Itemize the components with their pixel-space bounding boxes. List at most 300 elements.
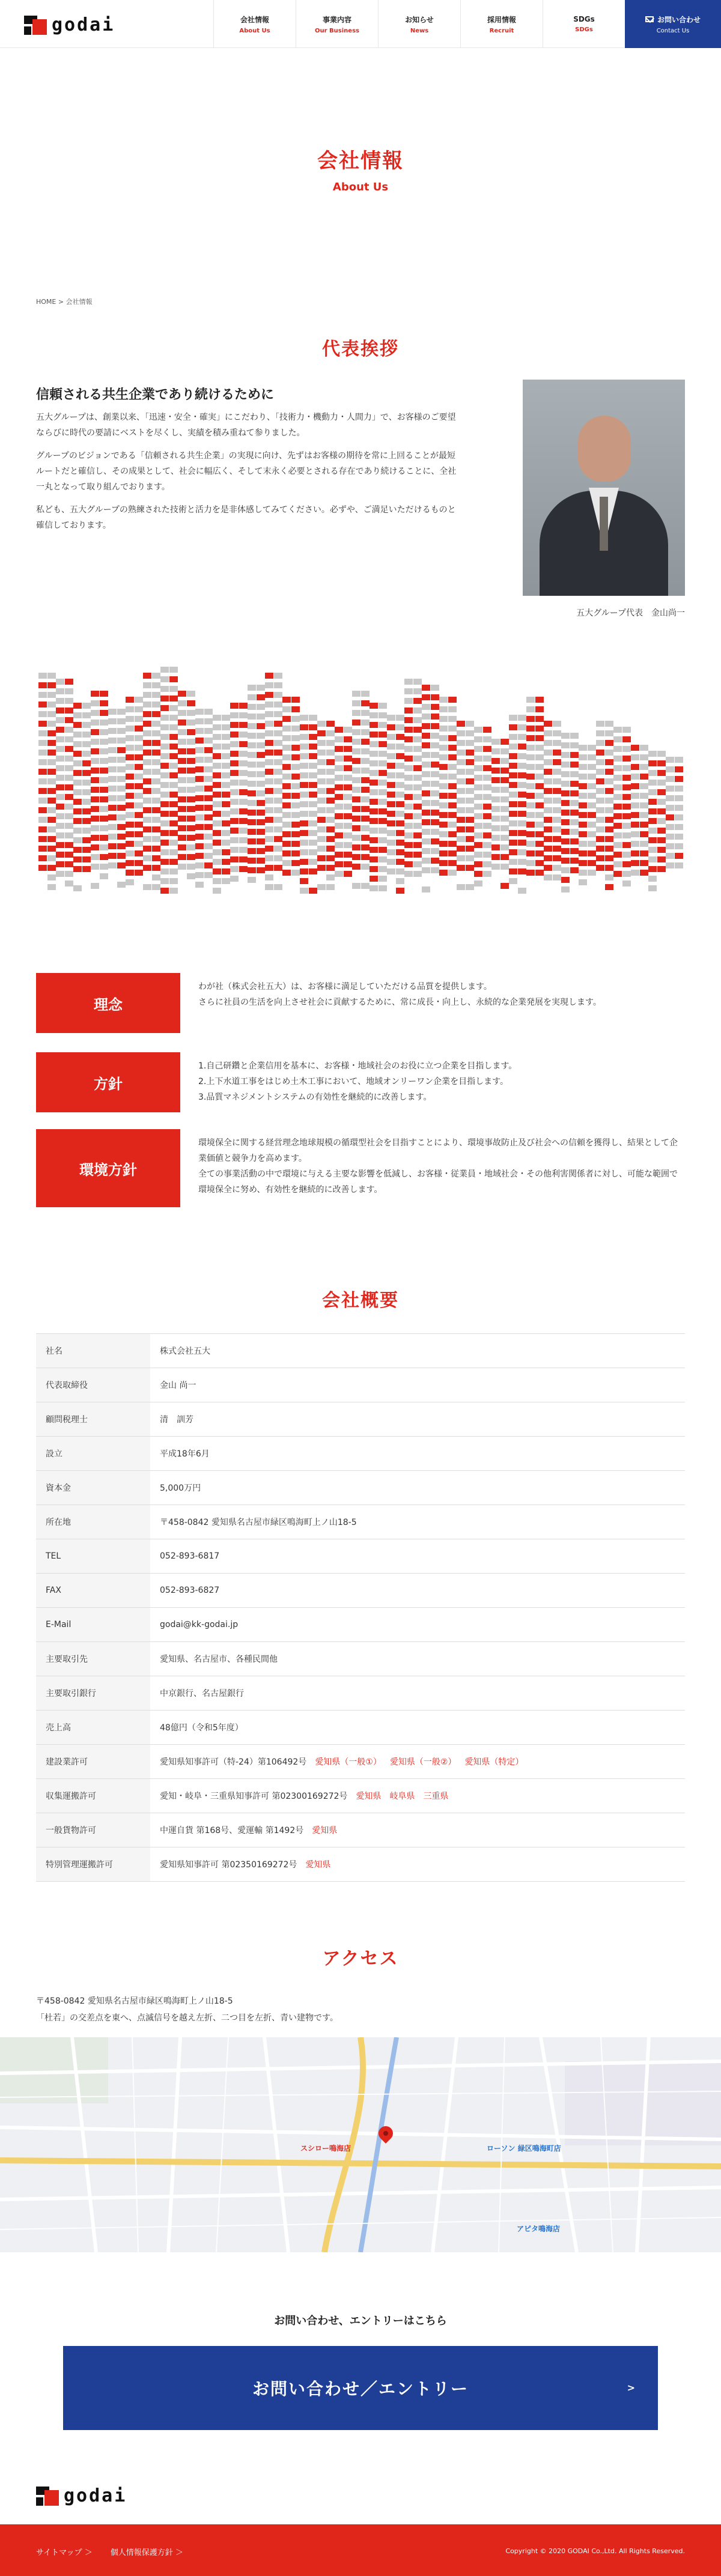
skyline-tile bbox=[230, 847, 239, 853]
skyline-tile bbox=[152, 673, 160, 679]
skyline-tile bbox=[257, 867, 265, 873]
skyline-tile bbox=[422, 714, 430, 720]
skyline-tile bbox=[187, 835, 195, 841]
skyline-tile bbox=[38, 778, 47, 784]
skyline-tile bbox=[204, 776, 213, 782]
skyline-tile bbox=[352, 758, 360, 764]
skyline-tile bbox=[56, 708, 64, 714]
ceo-photo bbox=[523, 380, 685, 596]
access-map[interactable] bbox=[0, 2037, 721, 2252]
skyline-tile bbox=[439, 726, 448, 732]
skyline-tile bbox=[579, 764, 587, 770]
skyline-tile bbox=[457, 817, 465, 823]
skyline-tile bbox=[648, 808, 657, 814]
skyline-tile bbox=[526, 822, 535, 828]
logo[interactable] bbox=[24, 16, 115, 35]
skyline-tile bbox=[483, 765, 491, 771]
skyline-tile bbox=[152, 874, 160, 880]
skyline-tile bbox=[47, 846, 56, 852]
skyline-tile bbox=[640, 745, 648, 751]
map-label: アピタ鳴海店 bbox=[517, 2225, 561, 2233]
skyline-tile bbox=[65, 813, 73, 819]
skyline-tile bbox=[143, 798, 151, 804]
skyline-tile bbox=[352, 816, 360, 822]
skyline-tile bbox=[431, 685, 439, 691]
skyline-tile bbox=[370, 847, 378, 853]
skyline-tile bbox=[178, 854, 186, 860]
skyline-tile bbox=[300, 734, 308, 740]
skyline-tile bbox=[73, 760, 82, 766]
skyline-tile bbox=[413, 775, 422, 781]
skyline-tile bbox=[195, 728, 204, 734]
skyline-tile bbox=[126, 745, 134, 751]
skyline-tile bbox=[248, 781, 256, 787]
skyline-tile bbox=[483, 861, 491, 867]
skyline-tile bbox=[335, 727, 343, 733]
skyline-tile bbox=[47, 750, 56, 756]
skyline-tile bbox=[309, 849, 317, 855]
row-key: 特別管理運搬許可 bbox=[36, 1847, 150, 1882]
skyline-tile bbox=[605, 778, 613, 784]
skyline-tile bbox=[666, 805, 674, 811]
skyline-tile bbox=[204, 853, 213, 859]
breadcrumb[interactable]: HOME > 会社情報 bbox=[36, 298, 93, 306]
skyline-tile bbox=[526, 841, 535, 847]
skyline-tile bbox=[361, 883, 370, 889]
skyline-tile bbox=[274, 826, 282, 832]
skyline-tile bbox=[257, 848, 265, 854]
skyline-tile bbox=[291, 802, 300, 808]
skyline-tile bbox=[648, 885, 657, 891]
skyline-tile bbox=[526, 850, 535, 856]
nav-business[interactable]: 事業内容 Our Business bbox=[296, 0, 378, 48]
skyline-tile bbox=[561, 781, 570, 787]
skyline-tile bbox=[204, 814, 213, 820]
access-text bbox=[36, 1993, 338, 2026]
skyline-tile bbox=[100, 748, 108, 754]
skyline-tile bbox=[361, 854, 370, 860]
skyline-tile bbox=[344, 794, 352, 800]
skyline-tile bbox=[474, 880, 482, 886]
skyline-tile bbox=[257, 742, 265, 748]
skyline-tile bbox=[195, 882, 204, 888]
skyline-tile bbox=[526, 726, 535, 732]
skyline-tile bbox=[65, 823, 73, 829]
skyline-tile bbox=[387, 744, 395, 750]
skyline-tile bbox=[396, 763, 404, 769]
skyline-tile bbox=[274, 730, 282, 736]
skyline-tile bbox=[38, 740, 47, 746]
skyline-tile bbox=[596, 759, 604, 765]
skyline-tile bbox=[282, 870, 291, 876]
skyline-tile bbox=[126, 735, 134, 741]
skyline-tile bbox=[100, 758, 108, 764]
skyline-tile bbox=[82, 770, 91, 776]
skyline-tile bbox=[230, 780, 239, 786]
skyline-tile bbox=[379, 770, 387, 776]
skyline-tile bbox=[413, 717, 422, 723]
table-row bbox=[36, 1642, 685, 1676]
skyline-tile bbox=[613, 736, 622, 742]
chevron-right-icon: > bbox=[627, 2382, 636, 2393]
skyline-tile bbox=[91, 816, 99, 822]
skyline-tile bbox=[326, 740, 335, 746]
skyline-tile bbox=[570, 867, 579, 873]
skyline-tile bbox=[257, 800, 265, 806]
skyline-tile bbox=[169, 840, 178, 846]
skyline-tile bbox=[47, 884, 56, 890]
skyline-tile bbox=[370, 876, 378, 882]
nav-recruit[interactable]: 採用情報 Recruit bbox=[460, 0, 543, 48]
skyline-tile bbox=[230, 732, 239, 738]
skyline-tile bbox=[526, 764, 535, 770]
row-key: 資本金 bbox=[36, 1471, 150, 1505]
skyline-tile bbox=[152, 865, 160, 871]
skyline-tile bbox=[47, 721, 56, 727]
skyline-tile bbox=[553, 788, 561, 794]
skyline-tile bbox=[143, 836, 151, 842]
skyline-tile bbox=[91, 854, 99, 860]
skyline-tile bbox=[361, 700, 370, 706]
skyline-tile bbox=[553, 730, 561, 736]
skyline-tile bbox=[230, 856, 239, 862]
skyline-tile bbox=[239, 741, 248, 747]
skyline-tile bbox=[379, 741, 387, 747]
skyline-tile bbox=[143, 740, 151, 746]
skyline-tile bbox=[108, 786, 117, 792]
skyline-tile bbox=[648, 837, 657, 843]
row-key: TEL bbox=[36, 1539, 150, 1574]
skyline-tile bbox=[379, 789, 387, 795]
skyline-tile bbox=[326, 750, 335, 756]
skyline-tile bbox=[553, 865, 561, 871]
skyline-tile bbox=[300, 830, 308, 836]
skyline-tile bbox=[126, 716, 134, 722]
row-value: 052-893-6827 bbox=[150, 1574, 685, 1608]
skyline-tile bbox=[588, 783, 596, 789]
skyline-tile bbox=[361, 844, 370, 850]
skyline-tile bbox=[291, 716, 300, 722]
skyline-tile bbox=[47, 865, 56, 871]
skyline-tile bbox=[91, 720, 99, 726]
skyline-tile bbox=[169, 888, 178, 894]
skyline-tile bbox=[291, 774, 300, 780]
page-title-jp: 会社情報 bbox=[317, 149, 404, 173]
skyline-tile bbox=[300, 782, 308, 788]
skyline-tile bbox=[117, 805, 126, 811]
skyline-tile bbox=[404, 679, 413, 685]
skyline-tile bbox=[579, 745, 587, 751]
skyline-tile bbox=[491, 825, 500, 831]
skyline-tile bbox=[352, 835, 360, 841]
skyline-tile bbox=[448, 841, 457, 847]
skyline-tile bbox=[230, 760, 239, 766]
nav-sdgs[interactable]: SDGs SDGs bbox=[543, 0, 625, 48]
skyline-tile bbox=[135, 860, 143, 866]
privacy-policy-link[interactable]: 個人情報保護方針 ＞ bbox=[110, 2548, 183, 2557]
greeting-paragraph: 私ども、五大グループの熟練された技術と活力を是非体感してみてください。必ずや、ご満足いただけるものと確信しております。 bbox=[36, 505, 456, 530]
skyline-tile bbox=[117, 728, 126, 734]
skyline-tile bbox=[326, 807, 335, 813]
skyline-tile bbox=[73, 799, 82, 805]
skyline-tile bbox=[535, 735, 544, 741]
skyline-tile bbox=[439, 783, 448, 789]
skyline-tile bbox=[344, 736, 352, 742]
skyline-tile bbox=[344, 784, 352, 790]
skyline-tile bbox=[439, 745, 448, 751]
skyline-tile bbox=[491, 748, 500, 754]
skyline-tile bbox=[126, 774, 134, 780]
skyline-tile bbox=[666, 862, 674, 868]
skyline-tile bbox=[648, 780, 657, 786]
skyline-tile bbox=[535, 726, 544, 732]
skyline-tile bbox=[300, 888, 308, 894]
skyline-tile bbox=[169, 820, 178, 826]
skyline-tile bbox=[544, 769, 552, 775]
skyline-tile bbox=[38, 769, 47, 775]
skyline-tile bbox=[570, 762, 579, 768]
skyline-tile bbox=[657, 837, 666, 843]
row-key: 代表取締役 bbox=[36, 1368, 150, 1402]
skyline-tile bbox=[544, 874, 552, 880]
row-value: 愛知・岐阜・三重県知事許可 第02300169272号 愛知県 岐阜県 三重県 bbox=[150, 1779, 685, 1813]
skyline-tile bbox=[274, 721, 282, 727]
footer-logo[interactable] bbox=[36, 2487, 127, 2506]
skyline-tile bbox=[535, 793, 544, 799]
skyline-tile bbox=[344, 804, 352, 810]
skyline-tile bbox=[466, 730, 474, 736]
skyline-tile bbox=[509, 801, 517, 807]
policy-row bbox=[36, 1052, 685, 1112]
skyline-tile bbox=[544, 759, 552, 765]
skyline-tile bbox=[431, 867, 439, 873]
skyline-tile bbox=[73, 751, 82, 757]
copyright: Copyright © 2020 GODAI Co.,Ltd. All Rights Reserved. bbox=[505, 2547, 685, 2555]
skyline-tile bbox=[387, 830, 395, 836]
skyline-tile bbox=[248, 771, 256, 777]
skyline-tile bbox=[509, 724, 517, 730]
skyline-tile bbox=[65, 871, 73, 877]
skyline-tile bbox=[300, 715, 308, 721]
skyline-tile bbox=[448, 754, 457, 760]
skyline-tile bbox=[300, 753, 308, 759]
skyline-tile bbox=[526, 802, 535, 808]
skyline-tile bbox=[222, 878, 230, 884]
skyline-tile bbox=[422, 867, 430, 873]
skyline-tile bbox=[73, 703, 82, 709]
skyline-tile bbox=[370, 722, 378, 728]
skyline-tile bbox=[379, 722, 387, 728]
skyline-tile bbox=[648, 770, 657, 776]
skyline-tile bbox=[65, 679, 73, 685]
skyline-tile bbox=[91, 844, 99, 850]
skyline-tile bbox=[439, 831, 448, 837]
skyline-tile bbox=[579, 831, 587, 837]
skyline-tile bbox=[82, 722, 91, 728]
skyline-tile bbox=[204, 738, 213, 744]
skyline-tile bbox=[204, 709, 213, 715]
skyline-tile bbox=[457, 807, 465, 813]
overview-title: 会社概要 bbox=[322, 1290, 399, 1311]
skyline-tile bbox=[73, 866, 82, 872]
skyline-tile bbox=[56, 736, 64, 742]
skyline-tile bbox=[561, 742, 570, 748]
skyline-tile bbox=[596, 836, 604, 842]
skyline-tile bbox=[535, 716, 544, 722]
row-value: 金山 尚一 bbox=[150, 1368, 685, 1402]
skyline-tile bbox=[526, 812, 535, 818]
skyline-tile bbox=[204, 824, 213, 830]
skyline-tile bbox=[152, 884, 160, 890]
skyline-tile bbox=[535, 850, 544, 856]
skyline-tile bbox=[282, 860, 291, 866]
greeting-body bbox=[36, 410, 457, 541]
skyline-tile bbox=[274, 682, 282, 688]
skyline-tile bbox=[396, 820, 404, 826]
skyline-tile bbox=[230, 866, 239, 872]
skyline-tile bbox=[457, 750, 465, 756]
skyline-tile bbox=[230, 770, 239, 776]
skyline-tile bbox=[117, 718, 126, 724]
skyline-tile bbox=[439, 860, 448, 866]
skyline-tile bbox=[317, 750, 326, 756]
skyline-tile bbox=[248, 819, 256, 825]
skyline-tile bbox=[553, 846, 561, 852]
skyline-tile bbox=[448, 802, 457, 808]
skyline-tile bbox=[169, 849, 178, 855]
skyline-tile bbox=[222, 724, 230, 730]
skyline-tile bbox=[160, 753, 169, 759]
skyline-tile bbox=[387, 724, 395, 730]
skyline-tile bbox=[666, 757, 674, 763]
skyline-tile bbox=[248, 714, 256, 720]
skyline-tile bbox=[622, 880, 631, 886]
skyline-tile bbox=[73, 847, 82, 853]
sitemap-link[interactable]: サイトマップ ＞ bbox=[36, 2548, 93, 2557]
skyline-tile bbox=[257, 733, 265, 739]
skyline-tile bbox=[135, 831, 143, 837]
skyline-tile bbox=[82, 712, 91, 718]
skyline-tile bbox=[143, 855, 151, 861]
skyline-tile bbox=[588, 812, 596, 818]
skyline-tile bbox=[404, 688, 413, 694]
skyline-tile bbox=[344, 871, 352, 877]
skyline-tile bbox=[126, 706, 134, 712]
skyline-tile bbox=[631, 822, 639, 828]
skyline-tile bbox=[500, 825, 509, 831]
row-value: 〒458-0842 愛知県名古屋市緑区鳴海町上ノ山18-5 bbox=[150, 1505, 685, 1539]
skyline-tile bbox=[491, 796, 500, 802]
skyline-tile bbox=[483, 784, 491, 790]
contact-button[interactable]: お問い合わせ Contact Us bbox=[625, 0, 721, 48]
skyline-tile bbox=[553, 778, 561, 784]
skyline-tile bbox=[169, 859, 178, 865]
skyline-tile bbox=[187, 825, 195, 831]
skyline-tile bbox=[195, 738, 204, 744]
inquiry-entry-button[interactable] bbox=[63, 2346, 658, 2430]
skyline-tile bbox=[675, 834, 683, 840]
skyline-tile bbox=[431, 723, 439, 729]
skyline-tile bbox=[169, 715, 178, 721]
skyline-tile bbox=[431, 704, 439, 710]
skyline-tile bbox=[448, 745, 457, 751]
skyline-tile bbox=[344, 861, 352, 867]
skyline-tile bbox=[500, 758, 509, 764]
skyline-tile bbox=[82, 828, 91, 834]
license-region-tag: 愛知県 bbox=[305, 1860, 331, 1870]
skyline-tile bbox=[178, 700, 186, 706]
policy-label: 方針 bbox=[36, 1052, 180, 1112]
skyline-tile bbox=[178, 748, 186, 754]
skyline-tile bbox=[135, 735, 143, 741]
skyline-tile bbox=[640, 860, 648, 866]
skyline-tile bbox=[265, 788, 273, 794]
skyline-tile bbox=[291, 860, 300, 866]
greeting-title: 代表挨拶 bbox=[322, 339, 399, 360]
skyline-tile bbox=[135, 774, 143, 780]
skyline-tile bbox=[108, 728, 117, 734]
skyline-tile bbox=[143, 826, 151, 832]
nav-news[interactable]: お知らせ News bbox=[378, 0, 460, 48]
skyline-tile bbox=[631, 774, 639, 780]
skyline-tile bbox=[47, 788, 56, 794]
skyline-tile bbox=[108, 814, 117, 820]
skyline-tile bbox=[239, 799, 248, 805]
skyline-tile bbox=[135, 726, 143, 732]
skyline-tile bbox=[457, 836, 465, 842]
skyline-tile bbox=[483, 852, 491, 858]
skyline-tile bbox=[474, 794, 482, 800]
skyline-tile bbox=[204, 728, 213, 734]
skyline-tile bbox=[248, 867, 256, 873]
skyline-tile bbox=[526, 706, 535, 712]
skyline-tile bbox=[396, 724, 404, 730]
skyline-tile bbox=[613, 852, 622, 858]
skyline-tile bbox=[474, 813, 482, 819]
skyline-tile bbox=[230, 876, 239, 882]
skyline-tile bbox=[335, 736, 343, 742]
skyline-tile bbox=[622, 823, 631, 829]
skyline-tile bbox=[38, 817, 47, 823]
skyline-tile bbox=[622, 736, 631, 742]
skyline-tile bbox=[195, 795, 204, 801]
skyline-tile bbox=[474, 775, 482, 781]
skyline-tile bbox=[178, 729, 186, 735]
skyline-tile bbox=[387, 753, 395, 759]
skyline-tile bbox=[178, 777, 186, 783]
skyline-tile bbox=[178, 816, 186, 822]
skyline-tile bbox=[309, 724, 317, 730]
skyline-tile bbox=[117, 776, 126, 782]
skyline-tile bbox=[82, 847, 91, 853]
skyline-tile bbox=[73, 885, 82, 891]
skyline-tile bbox=[404, 727, 413, 733]
skyline-tile bbox=[126, 754, 134, 760]
nav-about[interactable]: 会社情報 About Us bbox=[213, 0, 296, 48]
skyline-tile bbox=[588, 764, 596, 770]
skyline-tile bbox=[309, 888, 317, 894]
skyline-tile bbox=[265, 855, 273, 861]
skyline-tile bbox=[317, 778, 326, 784]
skyline-tile bbox=[326, 769, 335, 775]
skyline-tile bbox=[535, 860, 544, 866]
skyline-tile bbox=[509, 868, 517, 874]
skyline-tile bbox=[588, 841, 596, 847]
skyline-tile bbox=[65, 775, 73, 781]
skyline-tile bbox=[160, 878, 169, 884]
access-address: 〒458-0842 愛知県名古屋市緑区鳴海町上ノ山18-5 bbox=[36, 1996, 233, 2006]
skyline-tile bbox=[439, 764, 448, 770]
